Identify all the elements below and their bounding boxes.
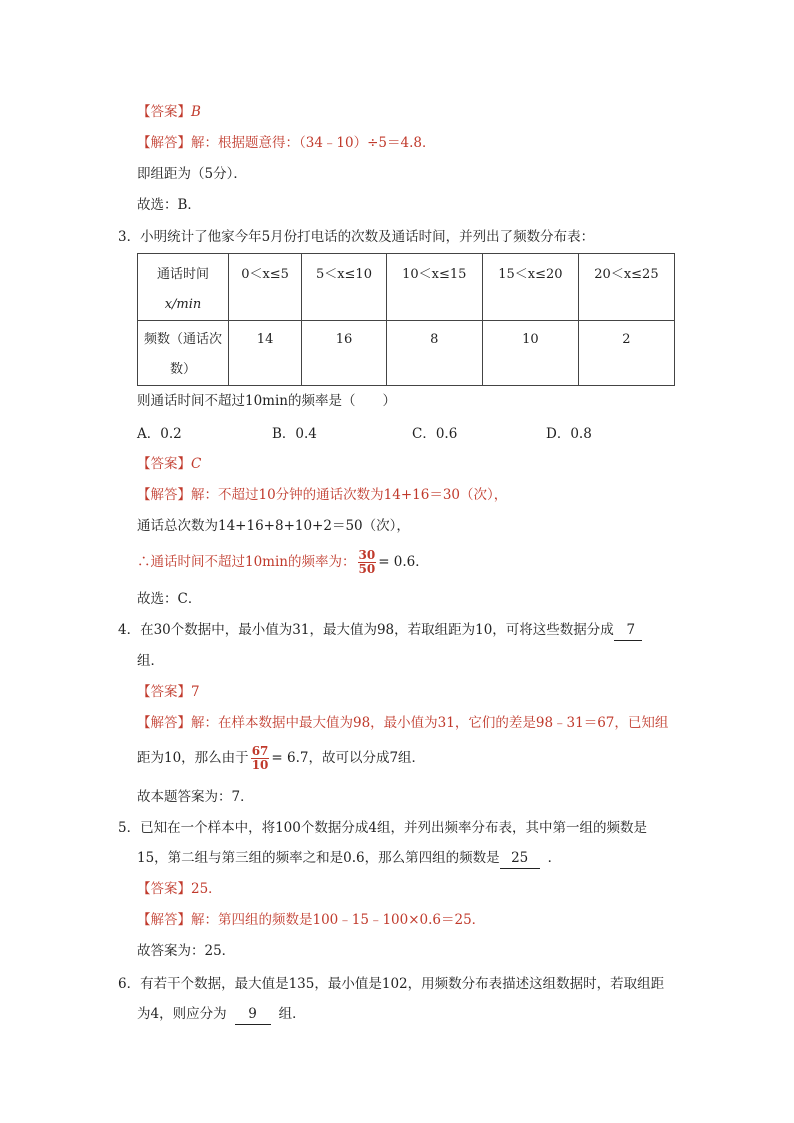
fraction-numerator: 30 [358,548,376,562]
question-text: 为4，则应分为 [137,1006,227,1022]
q2-solution-line [137,133,435,153]
q6-stem-2 [137,1004,306,1025]
header-text: 频数（通话次 [143,332,222,347]
question-number: 6． [118,976,141,992]
q3-conclusion: 故选：C． [137,591,202,607]
q5-conclusion: 故答案为：25． [137,943,236,959]
header-unit: x/min [164,297,202,312]
q3-stem [118,227,594,247]
answer-value: 25． [191,881,222,897]
count-cell: 8 [386,321,482,386]
count-cell: 10 [482,321,578,386]
table-row-intervals [138,254,675,321]
solution-text: 解：第四组的频数是100﹣15﹣100×0.6＝25． [191,912,486,928]
q4-answer-line [137,682,200,702]
solution-tag: 【解答】 [137,715,191,731]
interval-cell: 15＜x≤20 [482,254,578,321]
q5-stem-2 [137,848,561,869]
question-text-end: 组． [278,1006,306,1022]
question-number: 5． [118,820,141,836]
interval-cell: 10＜x≤15 [386,254,482,321]
solution-text: 解：不超过10分钟的通话次数为14+16＝30（次）， [191,487,508,503]
q5-solution-line [137,910,485,930]
question-text-end: ． [547,850,562,866]
q4-solution-line [137,713,668,733]
solution-tag: 【解答】 [137,487,191,503]
q2-answer-line [137,102,201,122]
option-a: A．0.2 [137,426,182,442]
answer-value: C [191,456,202,472]
count-cell: 14 [229,321,302,386]
solution-tag: 【解答】 [137,912,191,928]
q3-solution-line-2: 通话总次数为14+16+8+10+2＝50（次）， [137,518,410,534]
header-text: 通话时间 [156,267,209,282]
question-text: 小明统计了他家今年5月份打电话的次数及通话时间，并列出了频数分布表： [140,229,595,245]
q5-answer-line [137,879,222,899]
question-text: 有若干个数据，最大值是135，最小值是102，用频数分布表描述这组数据时，若取组距 [140,976,665,992]
solution-text: 解：在样本数据中最大值为98，最小值为31，它们的差是98﹣31＝67，已知组 [191,715,669,731]
option-b: B．0.4 [272,426,317,442]
option-c: C．0.6 [412,426,458,442]
q2-solution-line-2: 即组距为（5分）． [137,166,247,182]
table-header-cell [138,321,229,386]
solution-result: = 0.6． [378,554,429,570]
q3-answer-line [137,454,201,474]
interval-cell: 5＜x≤10 [302,254,387,321]
table-header-cell [138,254,229,321]
question-text: 已知在一个样本中，将100个数据分成4组，并列出频率分布表，其中第一组的频数是 [140,820,647,836]
q4-conclusion: 故本题答案为：7． [137,789,254,805]
solution-text: 距为10，那么由于 [137,750,249,766]
answer-tag: 【答案】 [137,684,191,700]
fraction [358,549,377,576]
fraction-denominator: 10 [251,758,269,772]
frequency-table [137,253,675,386]
answer-blank: 25 [500,848,540,869]
answer-blank: 9 [235,1004,271,1025]
answer-tag: 【答案】 [137,881,191,897]
fraction-numerator: 67 [251,744,269,758]
interval-cell: 20＜x≤25 [578,254,674,321]
q4-stem [118,620,642,641]
solution-text: 解：根据题意得：（34﹣10）÷5＝4.8． [191,135,436,151]
answer-tag: 【答案】 [137,104,191,120]
q2-conclusion: 故选：B． [137,197,201,213]
answer-value: 7 [191,684,200,700]
q3-solution-line-3 [137,545,429,579]
interval-cell: 0＜x≤5 [229,254,302,321]
q5-stem [118,818,647,838]
solution-text: ∴通话时间不超过10min的频率为： [137,554,356,570]
q4-stem-2: 组． [137,653,164,669]
answer-tag: 【答案】 [137,456,191,472]
q3-question: 则通话时间不超过10min的频率是（ ） [137,393,396,409]
solution-tag: 【解答】 [137,135,191,151]
q6-stem [118,974,664,994]
header-text-2: 数） [169,362,196,377]
fraction [251,745,270,772]
question-text: 15，第二组与第三组的频率之和是0.6，那么第四组的频数是 [137,850,500,866]
q3-solution-line [137,485,507,505]
option-d: D．0.8 [546,426,592,442]
table-row-counts [138,321,675,386]
count-cell: 2 [578,321,674,386]
question-number: 3． [118,229,141,245]
q4-solution-line-2 [137,741,425,775]
answer-blank: 7 [614,620,642,641]
solution-result: = 6.7，故可以分成7组． [271,750,426,766]
question-number: 4． [118,622,141,638]
fraction-denominator: 50 [358,562,376,576]
answer-value: B [191,104,201,120]
question-text: 在30个数据中，最小值为31，最大值为98，若取组距为10，可将这些数据分成 [140,622,614,638]
count-cell: 16 [302,321,387,386]
